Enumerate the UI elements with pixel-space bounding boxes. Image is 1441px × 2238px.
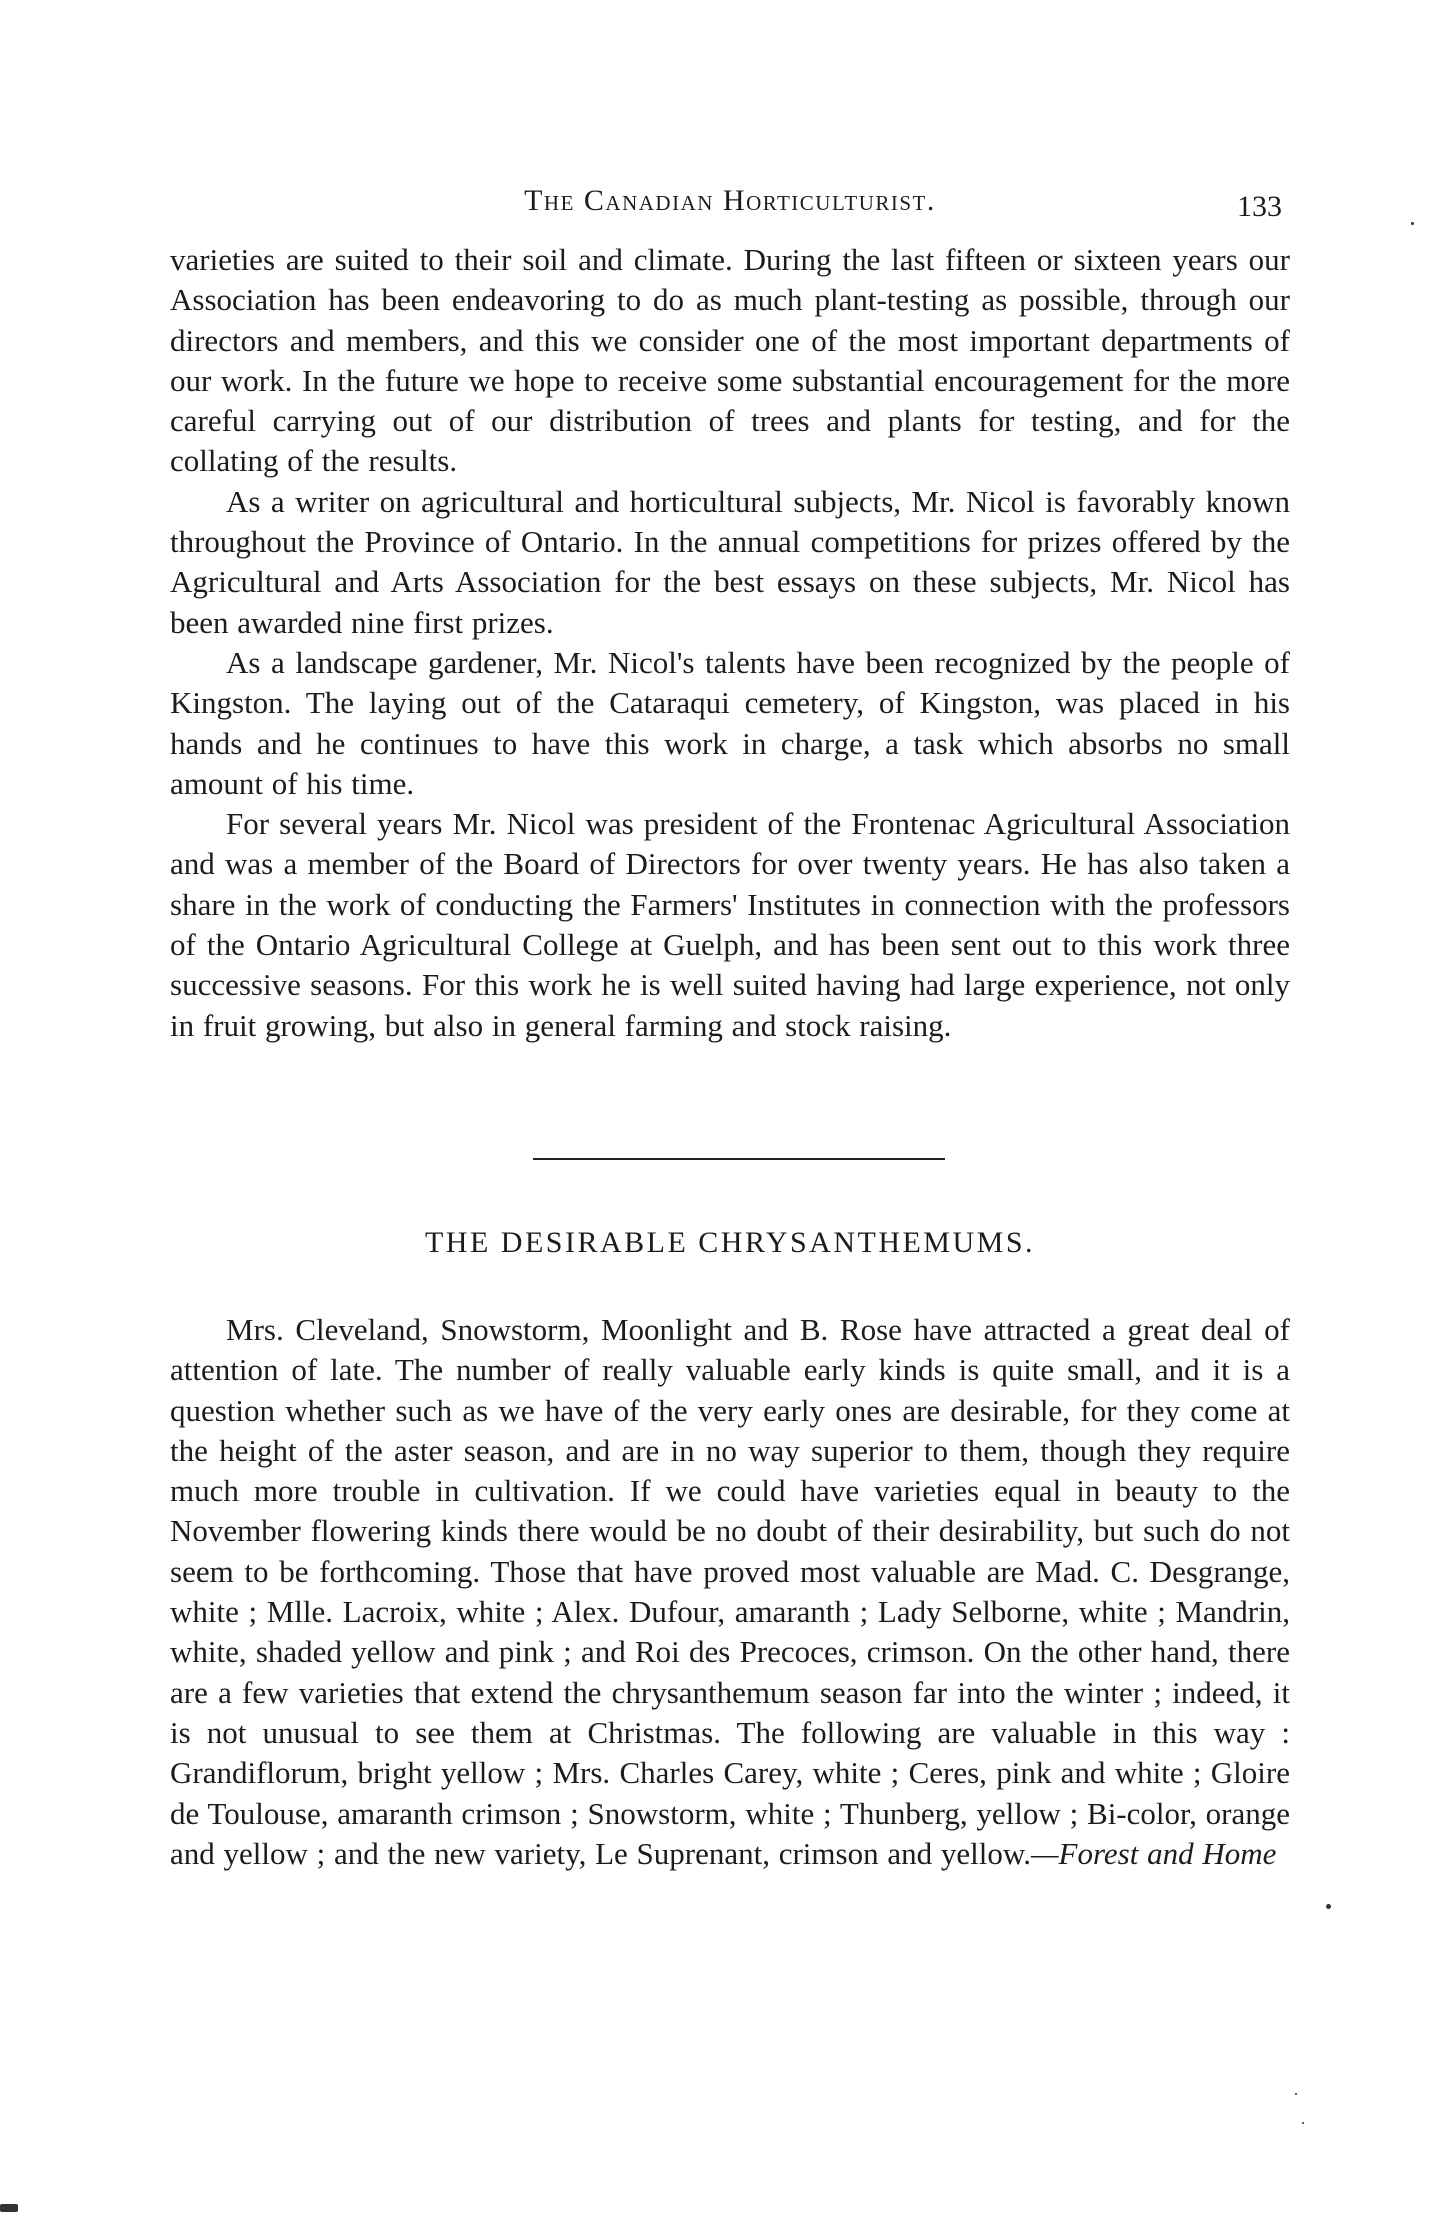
article-body-text: Mrs. Cleveland, Snowstorm, Moonlight and B. Rose have attracted a great deal of attention of late. The number of really valuable early kinds is quite small, and it is a question whether such as we have of the very early ones are desirable, for they come at the height of the aster season, and are in no way superior to them, though they require much more trouble in cultivation. If we could have varieties equal in beauty to the November flowering kinds there would be no doubt of their desirability, but such do not seem to be forthcoming. Those that have proved most valuable are Mad. C. Desgrange, white ; Mlle. Lacroix, white ; Alex. Dufour, amaranth ; Lady Selborne, white ; Mandrin, white, shaded yellow and pink ; and Roi des Precoces, crimson. On the other hand, there are a few varieties that extend the chrysanthemum season far into the winter ; indeed, it is not unusual to see them at Christmas. The following are valuable in this way : Grandiflorum, bright yellow ; Mrs. Charles Carey, white ; Ceres, pink and white ; Gloire de Toulouse, amaranth crimson ; Snowstorm, white ; Thunberg, yellow ; Bi-color, orange and yellow ; and the new variety, Le Suprenant, crimson and yellow. (170, 1312, 1290, 1871)
article-chrysanthemums (170, 1310, 1290, 1874)
print-speck (1326, 1904, 1331, 1909)
paragraph: For several years Mr. Nicol was president of the Frontenac Agricultural Association and was a member of the Board of Directors for over twenty years. He has also taken a share in the work of conducting the Farmers' Institutes in connection with the professors of the Ontario Agricultural College at Guelph, and has been sent out to this work three successive seasons. For this work he is well suited having had large experience, not only in fruit growing, but also in general farming and stock raising. (170, 806, 1290, 1043)
paragraph (170, 1310, 1290, 1874)
print-speck (1295, 2093, 1297, 2095)
section-divider (533, 1158, 945, 1160)
print-speck (0, 2204, 18, 2212)
print-speck (1411, 222, 1414, 225)
paragraph: varieties are suited to their soil and climate. During the last fifteen or sixteen years our Association has been endeavoring to do as much plant-testing as possible, through our directors and members, and this we consider one of the most important departments of our work. In the future we hope to receive some substantial encouragement for the more careful carrying out of our distribution of trees and plants for testing, and for the collating of the results. (170, 242, 1290, 479)
page-number: 133 (1237, 190, 1282, 223)
source-attribution: —Forest and Home (1030, 1835, 1277, 1871)
print-speck (1302, 2122, 1304, 2124)
article-continuation (170, 240, 1290, 1046)
paragraph: As a landscape gardener, Mr. Nicol's talents have been recognized by the people of Kingston. The laying out of the Cataraqui cemetery, of Kingston, was placed in his hands and he continues to have this work in charge, a task which absorbs no small amount of his time. (170, 644, 1290, 801)
page-header (170, 176, 1290, 224)
running-title: The Canadian Horticulturist. (524, 184, 936, 217)
paragraph: As a writer on agricultural and horticultural subjects, Mr. Nicol is favorably known throughout the Province of Ontario. In the annual competitions for prizes offered by the Agricultural and Arts Association for the best essays on these subjects, Mr. Nicol has been awarded nine first prizes. (170, 483, 1290, 640)
article-title: THE DESIRABLE CHRYSANTHEMUMS. (424, 1226, 1036, 1259)
